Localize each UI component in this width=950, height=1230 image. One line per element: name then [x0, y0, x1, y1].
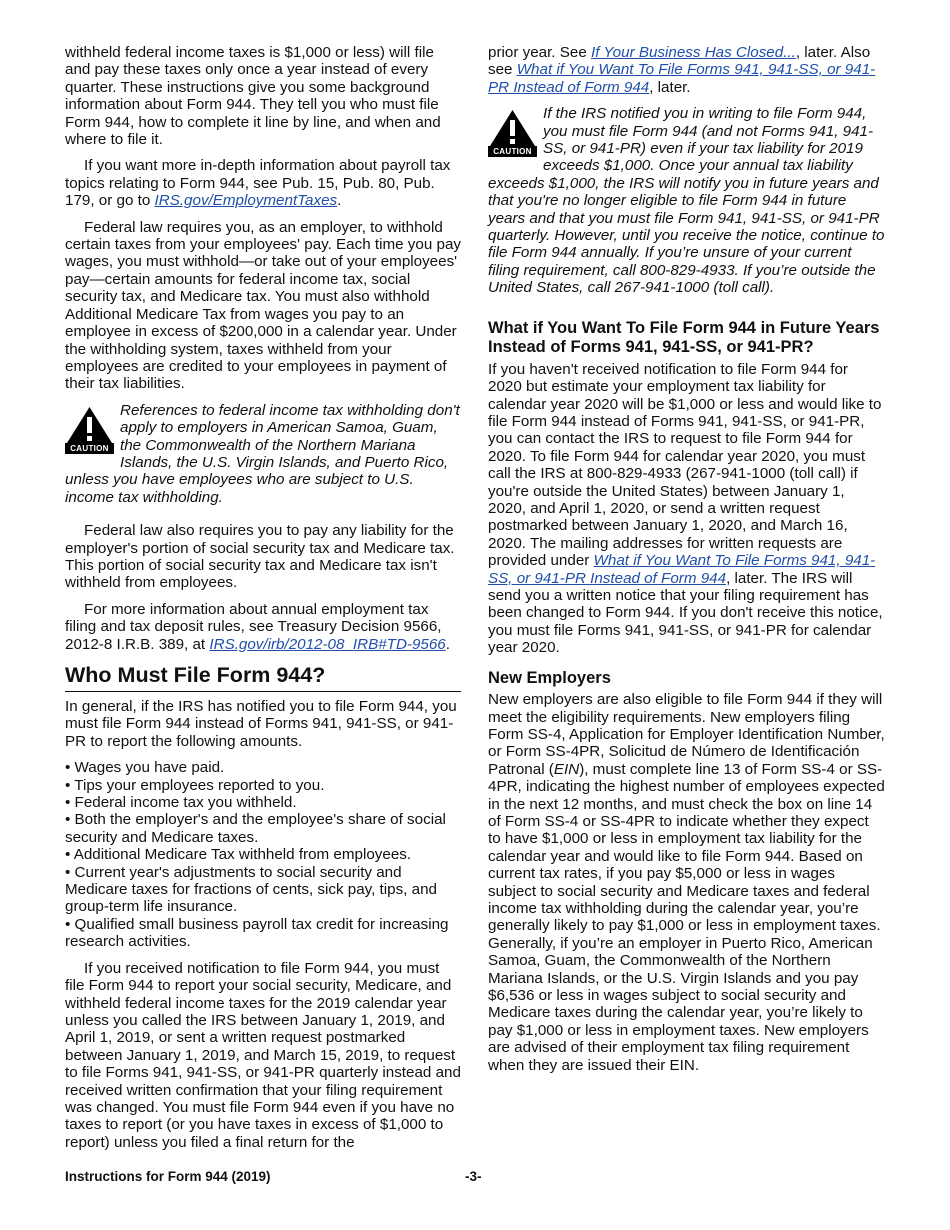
treasury-decision-link[interactable]: IRS.gov/irb/2012-08_IRB#TD-9566: [209, 635, 446, 653]
page-footer: [65, 1168, 885, 1185]
list-item: • Both the employer's and the employee's share of social security and Medicare taxes.: [65, 811, 446, 846]
paragraph-prior-year: prior year. See If Your Business Has Closed..., later. Also see What if You Want To File Forms 941, 941-SS, or 941-PR Instead of Form 944, later.: [488, 44, 876, 96]
paragraph-federal-law: Federal law requires you, as an employer, to withhold certain taxes from your employees' pay. Each time you pay wages, you must withhold—or take out of your employees' pay—certain amounts for federal income tax, social security tax, and Medicare tax. You must also withhold Additional Medicare Tax from wages you pay to an employee in excess of $200,000 in a calendar year. Under the withholding system, taxes withheld from your employees are credited to your employees in payment of their tax liabilities.: [65, 218, 461, 393]
section-heading-who-must-file: Who Must File Form 944?: [65, 662, 461, 692]
list-item: • Wages you have paid.: [65, 759, 225, 777]
page-number: -3-: [465, 1169, 482, 1184]
list-item: • Federal income tax you withheld.: [65, 794, 297, 812]
list-item: • Qualified small business payroll tax credit for increasing research activities.: [65, 915, 449, 951]
paragraph-treasury: For more information about annual employment tax filing and tax deposit rules, see Treasury Decision 9566, 2012-8 I.R.B. 389, at IRS.gov/irb/2012-08_IRB#TD-9566.: [65, 600, 450, 653]
footer-title: Instructions for Form 944 (2019): [65, 1169, 271, 1184]
caution-icon: CAUTION: [65, 405, 114, 457]
paragraph-in-general: In general, if the IRS has notified you to file Form 944, you must file Form 944 instead of Forms 941, 941-SS, or 941-PR to report the following amounts.: [65, 698, 457, 750]
list-item: • Current year's adjustments to social security and Medicare taxes for fractions of cents, sick pay, tips, and group-term life insurance.: [65, 863, 437, 916]
file-941-instead-link[interactable]: What if You Want To File Forms 941, 941-SS, or 941-PR Instead of Form 944: [488, 61, 876, 96]
file-941-instead-link[interactable]: What if You Want To File Forms 941, 941-SS, or 941-PR Instead of Form 944: [488, 552, 876, 587]
paragraph-new-employers: New employers are also eligible to file Form 944 if they will meet the eligibility requirements. New employers filing Form SS-4, Application for Employer Identification Number, or Form SS-4PR, Solicitud de Número de Identificación Patronal (EIN), must complete line 13 of Form SS-4 or SS-4PR, indicating the highest number of employees expected in the next 12 months, and must check the box on line 14 of Form SS-4 or SS-4PR to indicate whether they expect to have $1,000 or less in employment tax liability for the calendar year and would like to file Form 944. Based on current tax rates, if you pay $5,000 or less in wages subject to social security and Medicare taxes and federal income tax withholding during the calendar year, you’re generally likely to pay $1,000 or less in employment taxes. Generally, if you’re an employer in Puerto Rico, American Samoa, Guam, the Commonwealth of the Northern Mariana Islands, or the U.S. Virgin Islands and you pay $6,536 or less in wages subject to social security and Medicare taxes during the calendar year, you’re likely to pay $1,000 or less in employment taxes. New employers are advised of their employment tax filing requirement when they are issued their EIN.: [488, 691, 885, 1074]
paragraph-intro: withheld federal income taxes is $1,000 or less) will file and pay these taxes only once a year instead of every quarter. These instructions give you some background information about Form 944. They tell you who must file Form 944, how to complete it line by line, and when and where to file it.: [65, 44, 441, 149]
subheading-future-years: What if You Want To File Form 944 in Future Years Instead of Forms 941, 941-SS, or 941-PR?: [488, 318, 880, 357]
paragraph-notification: If you received notification to file Form 944, you must file Form 944 to report your social security, Medicare, and withheld federal income taxes for the 2019 calendar year unless you called the IRS between January 1, 2019, and April 1, 2019, or sent a written request postmarked between January 1, 2019, and March 15, 2019, to request to file Forms 941, 941-SS, or 941-PR quarterly instead and received written confirmation that your filing requirement was changed. You must file Form 944 even if you have no taxes to report (or you have taxes in excess of $1,000 to report) unless you filed a final return for the: [65, 959, 461, 1151]
employment-taxes-link[interactable]: IRS.gov/EmploymentTaxes: [154, 192, 338, 210]
caution-note-1: CAUTION References to federal income tax withholding don't apply to employers in American Samoa, Guam, the Commonwealth of the Northern Mariana Islands, the U.S. Virgin Islands, and Puerto Rico, unless you have employees who are subject to U.S. income tax withholding.: [65, 401, 460, 506]
caution-note-2: CAUTION If the IRS notified you in writing to file Form 944, you must file Form 944 (and not Forms 941, 941-SS, or 941-PR) even if your tax liability for 2019 exceeds $1,000. Once your annual tax liability exceeds $1,000, the IRS will notify you in future years and that you're no longer eligible to file Form 944 in future years and that you must file Form 941, 941-SS, or 941-PR quarterly. However, until you receive the notice, continue to file Form 944 annually. If you’re unsure of your current filing requirement, call 800-829-4933. If you’re outside the United States, call 267-941-1000 (toll call).: [488, 105, 885, 297]
left-column: [65, 44, 461, 1160]
business-closed-link[interactable]: If Your Business Has Closed...: [591, 44, 796, 61]
subheading-new-employers: New Employers: [488, 668, 611, 687]
list-item: • Tips your employees reported to you.: [65, 776, 325, 794]
list-item: • Additional Medicare Tax withheld from employees.: [65, 846, 412, 864]
caution-icon: CAUTION: [488, 108, 537, 160]
paragraph-future-years: If you haven't received notification to file Form 944 for 2020 but estimate your employment tax liability for calendar year 2020 will be $1,000 or less and would like to file Form 944 instead of Forms 941, 941-SS, or 941-PR, you can contact the IRS to request to file Form 944 for 2020. To file Form 944 for calendar year 2020, you must call the IRS at 800-829-4933 (267-941-1000 (toll call) if you're outside the United States) between January 1, 2020, and April 1, 2020, or send a written request postmarked between January 1, 2020, and March 16, 2020. The mailing addresses for written requests are provided under What if You Want To File Forms 941, 941-SS, or 941-PR Instead of Form 944, later. The IRS will send you a written notice that your filing requirement has been changed to Form 944. If you don't receive this notice, you must file Forms 941, 941-SS, or 941-PR for calendar year 2020.: [488, 360, 883, 657]
paragraph-liability: Federal law also requires you to pay any liability for the employer's portion of social security tax and Medicare tax. This portion of social security tax and Medicare tax isn't withheld from employees.: [65, 522, 455, 592]
right-column: [488, 44, 885, 1083]
paragraph-more-info: If you want more in-depth information about payroll tax topics relating to Form 944, see Pub. 15, Pub. 80, Pub. 179, or go to IRS.gov/EmploymentTaxes.: [65, 157, 451, 210]
amounts-list: [65, 759, 461, 950]
